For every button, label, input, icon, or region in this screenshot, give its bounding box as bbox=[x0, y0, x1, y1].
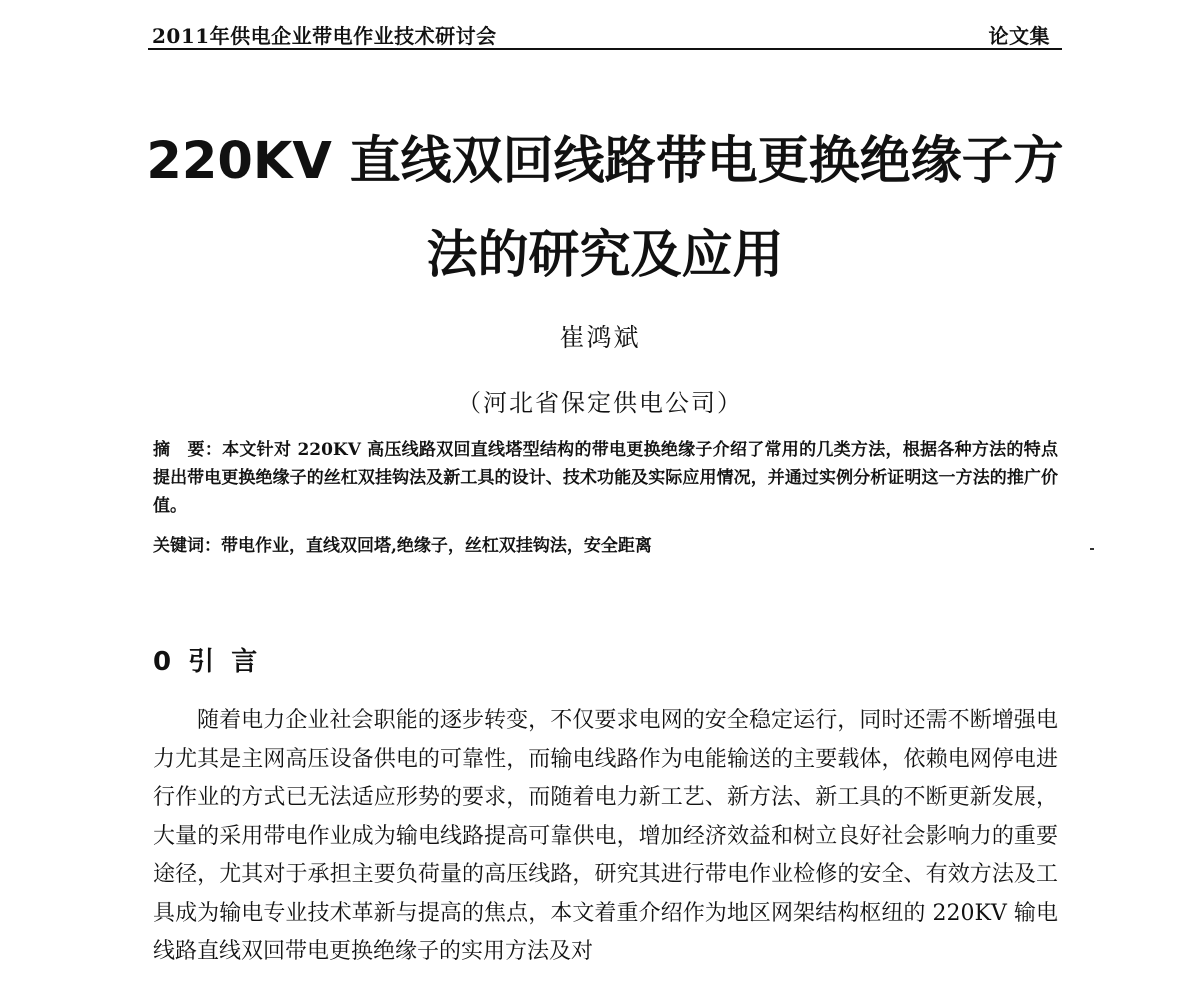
author-name: 崔鸿斌 bbox=[559, 323, 641, 352]
author-affiliation: （河北省保定供电公司） bbox=[457, 389, 743, 417]
abstract bbox=[153, 436, 1058, 520]
header-rule bbox=[148, 48, 1062, 50]
paper-title-line-1: 220KV 直线双回线路带电更换绝缘子方 bbox=[146, 132, 1064, 191]
running-header-conference: 2011年供电企业带电作业技术研讨会 bbox=[152, 24, 497, 48]
abstract-label: 摘 要： bbox=[153, 440, 223, 460]
keywords bbox=[153, 532, 1058, 560]
body-paragraph: 随着电力企业社会职能的逐步转变，不仅要求电网的安全稳定运行，同时还需不断增强电力尤其是主网高压设备供电的可靠性，而输电线路作为电能输送的主要载体，依赖电网停电进行作业的方式已无法适应形势的要求，而随着电力新工艺、新方法、新工具的不断更新发展，大量的采用带电作业成为输电线路提高可靠供电，增加经济效益和树立良好社会影响力的重要途径，尤其对于承担主要负荷量的高压线路，研究其进行带电作业检修的安全、有效方法及工具成为输电专业技术革新与提高的焦点，本文着重介绍作为地区网架结构枢纽的 220KV 输电线路直线双回带电更换绝缘子的实用方法及对 bbox=[153, 708, 1058, 964]
running-header-proceedings: 论文集 bbox=[988, 24, 1050, 48]
keywords-label: 关键词： bbox=[153, 536, 221, 556]
paper-title-line-2: 法的研究及应用 bbox=[426, 226, 784, 285]
keywords-text: 带电作业，直线双回塔,绝缘子，丝杠双挂钩法，安全距离 bbox=[221, 536, 652, 556]
scan-speck bbox=[1090, 548, 1094, 550]
abstract-text: 本文针对 220KV 高压线路双回直线塔型结构的带电更换绝缘子介绍了常用的几类方法，根据各种方法的特点提出带电更换绝缘子的丝杠双挂钩法及新工具的设计、技术功能及实际应用情况，并通过实例分析证明这一方法的推广价值。 bbox=[153, 440, 1058, 516]
section-heading-introduction: 0 引 言 bbox=[153, 647, 262, 677]
